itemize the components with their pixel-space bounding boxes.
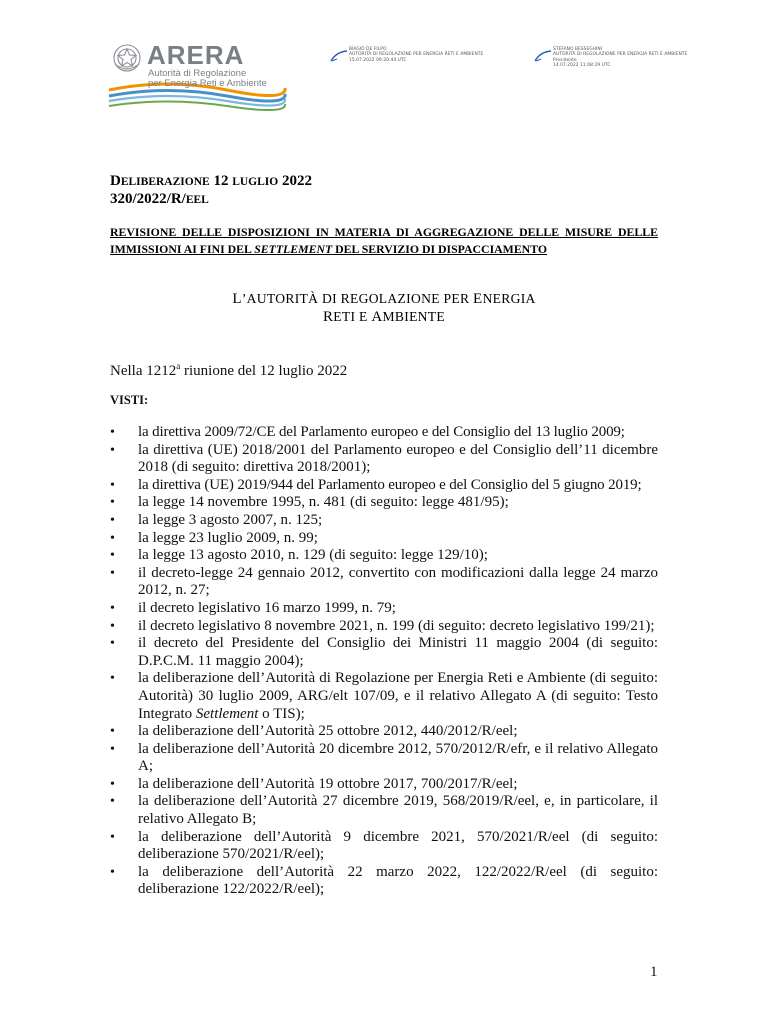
authority-text: ’AUTORITÀ DI REGOLAZIONE PER	[241, 291, 474, 306]
authority-heading	[110, 290, 658, 326]
list-item	[110, 494, 658, 512]
list-item-text: • la legge 14 novembre 1995, n. 481 (di seguito: legge 481/95);	[138, 494, 509, 511]
list-item-text-part: o TIS);	[258, 705, 305, 722]
list-item-text: • la legge 3 agosto 2007, n. 125;	[138, 511, 323, 528]
arera-logo	[107, 40, 287, 112]
deliberation-title	[110, 172, 312, 191]
list-item	[110, 442, 658, 477]
list-item-text: • la deliberazione dell’Autorità 25 ottobre 2012, 440/2012/R/eel;	[138, 723, 518, 740]
list-item	[110, 530, 658, 548]
list-item-text: • il decreto-legge 24 gennaio 2012, convertito con modificazioni dalla legge 24 marzo 2012, n. 27;	[138, 564, 658, 599]
subject-line-1: REVISIONE DELLE DISPOSIZIONI IN MATERIA DI AGGREGAZIONE DELLE MISURE DELLE	[110, 225, 658, 239]
list-item-text: • la direttiva 2009/72/CE del Parlamento europeo e del Consiglio del 13 luglio 2009;	[138, 424, 625, 440]
title-year: 2022	[281, 173, 312, 189]
list-item	[110, 864, 658, 899]
signature-date: 15.07.2022 09:20:44 UTC	[349, 57, 407, 63]
list-item-text: • la deliberazione dell’Autorità 19 ottobre 2017, 700/2017/R/eel;	[138, 775, 518, 792]
meeting-text: riunione del 12 luglio 2022	[180, 363, 348, 379]
subject-part: DEL SERVIZIO DI DISPACCIAMENTO	[332, 242, 548, 256]
list-item-text: • la direttiva (UE) 2018/2001 del Parlamento europeo e del Consiglio dell’11 dicembre 2018 (di seguito: direttiva 2018/2001);	[138, 441, 658, 476]
visti-list	[110, 424, 658, 899]
list-item	[110, 618, 658, 636]
authority-initial: L	[232, 291, 242, 307]
deliberation-number	[110, 190, 209, 209]
list-item-text-part: la deliberazione dell’Autorità di Regolazione per Energia Reti e Ambiente (di seguito: Autorità) 30 luglio 2009, ARG/elt 107/09, e il relativo Allegato A (di seguito: Testo Integrato	[138, 670, 658, 722]
list-item	[110, 565, 658, 600]
list-item	[110, 741, 658, 776]
list-item-text: • la legge 23 luglio 2009, n. 99;	[138, 529, 318, 546]
title-day: 12	[213, 173, 229, 189]
meeting-text: Nella 1212	[110, 363, 177, 379]
signature-date: 14.07.2022 11:08:29 UTC	[553, 62, 611, 68]
number-main: 320/2022/R/	[110, 191, 186, 207]
authority-initial: A	[371, 309, 383, 325]
list-item-text: • la deliberazione dell’Autorità 20 dicembre 2012, 570/2012/R/efr, e il relativo Allegato A;	[138, 740, 658, 775]
list-item	[110, 829, 658, 864]
signature-pen-icon	[534, 50, 552, 62]
logo-subtitle-line1: Autorità di Regolazione	[148, 68, 247, 79]
list-item-text: • la legge 13 agosto 2010, n. 129 (di seguito: legge 129/10);	[138, 547, 488, 564]
number-suffix: EEL	[185, 194, 209, 206]
title-word: ELIBERAZIONE	[120, 176, 210, 188]
list-item	[110, 723, 658, 741]
signature-pen-icon	[330, 50, 348, 62]
meeting-line	[110, 357, 347, 380]
list-item	[110, 670, 658, 723]
list-item	[110, 793, 658, 828]
signer-org: AUTORITÀ DI REGOLAZIONE PER ENERGIA RETI E AMBIENTE	[553, 52, 688, 58]
logo-name: ARERA	[147, 40, 245, 70]
subject-part: IMMISSIONI AI FINI DEL	[110, 242, 255, 256]
digital-signature-2	[553, 47, 687, 68]
list-item-text: • il decreto del Presidente del Consiglio dei Ministri 11 maggio 2004 (di seguito: D.P.C.M. 11 maggio 2004);	[138, 635, 658, 669]
list-item	[110, 776, 658, 794]
logo-subtitle-line2: per Energia Reti e Ambiente	[148, 78, 267, 89]
list-item	[110, 635, 658, 670]
page-number: 1	[650, 964, 658, 980]
signer-org: AUTORITÀ DI REGOLAZIONE PER ENERGIA RETI E AMBIENTE	[349, 52, 484, 58]
meeting-ordinal: a	[176, 361, 181, 371]
list-item-text: • la direttiva (UE) 2019/944 del Parlamento europeo e del Consiglio del 5 giugno 2019;	[138, 476, 642, 493]
list-item	[110, 477, 658, 495]
authority-text: NERGIA	[482, 291, 536, 306]
list-item	[110, 547, 658, 565]
list-item-text: • la deliberazione dell’Autorità 9 dicembre 2021, 570/2021/R/eel (di seguito: deliberazione 570/2021/R/eel);	[138, 828, 658, 863]
list-item-text: • il decreto legislativo 16 marzo 1999, n. 79;	[138, 599, 396, 616]
list-item	[110, 424, 658, 442]
list-item	[110, 600, 658, 618]
authority-initial: E	[473, 291, 483, 307]
list-item-text: • il decreto legislativo 8 novembre 2021, n. 199 (di seguito: decreto legislativo 199/21);	[138, 617, 655, 634]
list-item-text: • la deliberazione dell’Autorità 27 dicembre 2019, 568/2019/R/eel, e, in particolare, il relativo Allegato B;	[138, 793, 658, 828]
title-month: LUGLIO	[232, 176, 279, 188]
list-item-emphasis: Settlement	[195, 705, 259, 722]
list-item-text: • la deliberazione dell’Autorità 22 marzo 2022, 122/2022/R/eel (di seguito: deliberazione 122/2022/R/eel);	[138, 863, 658, 898]
subject-emphasis: SETTLEMENT	[254, 242, 333, 256]
list-item-text	[138, 670, 658, 723]
visti-heading: VISTI:	[110, 393, 149, 407]
signer-role: Presidente	[553, 57, 577, 63]
signer-name: BIAGIO DE FILPO	[349, 47, 387, 52]
deliberation-subject	[110, 224, 658, 258]
digital-signature-1	[349, 47, 483, 63]
signer-name: STEFANO BESSEGHINI	[553, 47, 603, 52]
subject-line-2	[110, 241, 658, 258]
authority-initial: R	[322, 309, 334, 325]
list-item	[110, 512, 658, 530]
authority-text: ETI E	[333, 309, 372, 324]
title-initial: D	[110, 173, 121, 189]
authority-text: MBIENTE	[382, 309, 445, 324]
